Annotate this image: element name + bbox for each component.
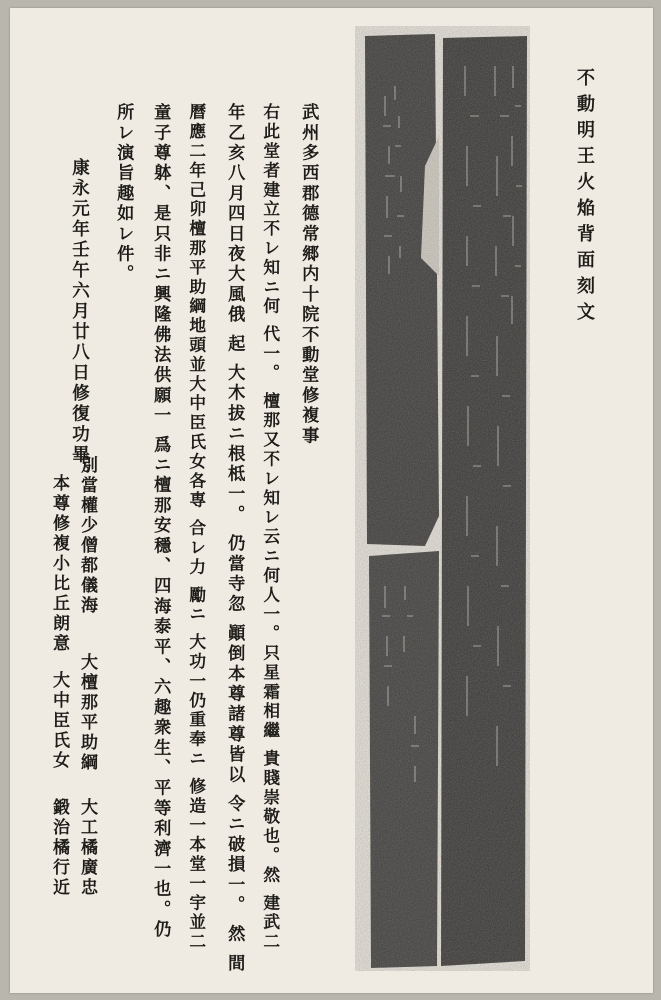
body-line: 曆應二年己卯檀那平助綱地頭並大中臣氏女各専 合レ力 勵ニ 大功一仍重奉ニ 修造一本堂一宇並二 (186, 103, 207, 952)
signatory: 本尊修複小比丘朗意 (49, 474, 69, 654)
body-line: 童子尊躰、是只非ニ興隆佛法供願一 爲ニ檀那安穩、四海泰平、六趣衆生、平等利濟一也。仍 (150, 103, 171, 941)
document-title: 不動明王火焔背面刻文 (574, 68, 595, 328)
signatory: 大工橘廣忠 (77, 798, 97, 898)
stone-rubbing-image (355, 26, 530, 971)
signatory: 大檀那平助綱 (77, 653, 97, 773)
body-line: 年乙亥八月四日夜大風俄 起 大木拔ニ根柢一。 仍當寺忽 顚倒本尊諸尊皆以 令ニ破損一。 然 間 (224, 103, 245, 974)
signatory: 大中臣氏女 (49, 671, 69, 771)
body-line: 武州多西郡德常郷内十院不動堂修複事 (298, 103, 319, 447)
document-page (10, 8, 653, 993)
body-line: 右此堂者建立不レ知ニ何 代一。 檀那又不レ知レ云ニ何人一。只星霜相繼 貴賤崇敬也。然 建武二 (260, 103, 281, 952)
date-line: 康永元年壬午六月廿八日修復功畢。 (69, 158, 90, 486)
signatory: 別當權少僧都儀海 (77, 456, 97, 616)
signatory: 鍛治橘行近 (49, 798, 69, 898)
body-line: 所レ演旨趣如レ件。 (113, 103, 134, 285)
